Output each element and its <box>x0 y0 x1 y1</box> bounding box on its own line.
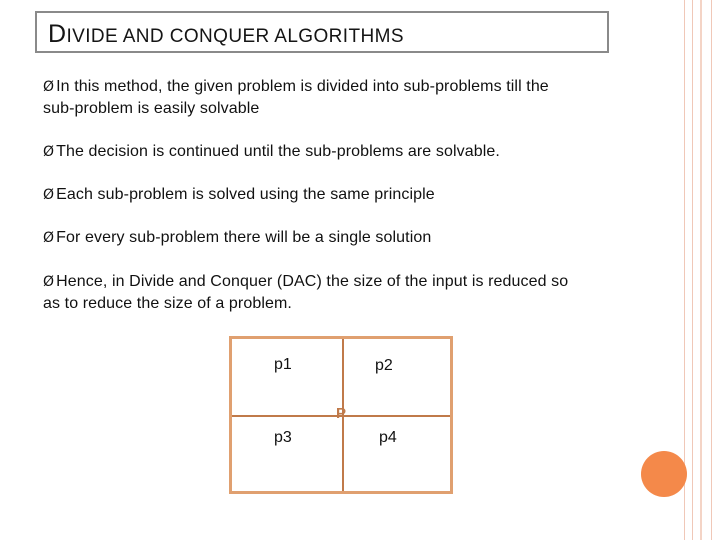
bullet-arrow-icon: Ø <box>43 230 55 246</box>
slide-title <box>48 22 404 49</box>
bullet-text: For every sub-problem there will be a single solution <box>56 229 432 246</box>
bullet-text: In this method, the given problem is divided into sub-problems till the <box>56 78 549 95</box>
bullet-item <box>43 76 549 119</box>
decorative-line <box>684 0 685 540</box>
problem-division-diagram <box>229 336 453 494</box>
bullet-text-continued: as to reduce the size of a problem. <box>43 295 292 312</box>
decorative-line <box>700 0 702 540</box>
bullet-text-continued: sub-problem is easily solvable <box>43 100 260 117</box>
bullet-arrow-icon: Ø <box>43 274 55 290</box>
bullet-arrow-icon: Ø <box>43 187 55 203</box>
bullet-item <box>43 227 431 249</box>
title-initial: D <box>48 20 67 48</box>
bullet-text: Hence, in Divide and Conquer (DAC) the size of the input is reduced so <box>56 273 569 290</box>
title-rest: IVIDE AND CONQUER ALGORITHMS <box>66 26 404 47</box>
diagram-center-label: P <box>336 405 347 422</box>
diagram-cell-p1: p1 <box>274 356 292 373</box>
bullet-arrow-icon: Ø <box>43 144 55 160</box>
bullet-item <box>43 184 435 206</box>
decorative-line <box>692 0 693 540</box>
title-box <box>35 11 609 53</box>
bullet-item <box>43 271 568 314</box>
diagram-cell-p2: p2 <box>375 357 393 374</box>
bullet-item <box>43 141 500 163</box>
bullet-arrow-icon: Ø <box>43 79 55 95</box>
decorative-line <box>711 0 712 540</box>
bullet-text: The decision is continued until the sub-problems are solvable. <box>56 143 500 160</box>
diagram-cell-p4: p4 <box>379 429 397 446</box>
diagram-cell-p3: p3 <box>274 429 292 446</box>
orange-circle-decoration <box>641 451 687 497</box>
bullet-text: Each sub-problem is solved using the same principle <box>56 186 435 203</box>
